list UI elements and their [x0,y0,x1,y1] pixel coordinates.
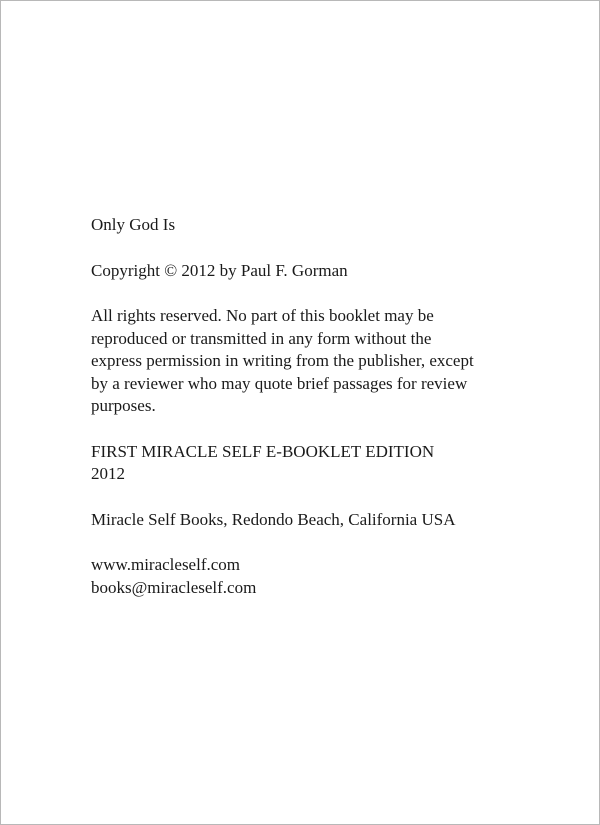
publisher-info: Miracle Self Books, Redondo Beach, California USA [91,509,456,529]
website-link[interactable]: www.miracleself.com [91,555,241,574]
contact-info [91,554,551,599]
rights-line: reproduced or transmitted in any form without the [91,328,432,348]
rights-line: purposes. [91,396,156,415]
rights-line: express permission in writing from the publisher, except [91,351,474,370]
edition-line: FIRST MIRACLE SELF E-BOOKLET EDITION [91,441,435,461]
rights-line: All rights reserved. No part of this booklet may be [91,306,434,325]
rights-line: by a reviewer who may quote brief passages for review [91,373,468,393]
copyright-page-content [91,214,551,599]
email-link[interactable]: books@miracleself.com [91,577,257,597]
edition-statement [91,441,551,486]
copyright-notice: Copyright © 2012 by Paul F. Gorman [91,260,348,280]
edition-year: 2012 [91,464,125,483]
rights-statement [91,305,551,418]
book-title: Only God Is [91,215,176,234]
